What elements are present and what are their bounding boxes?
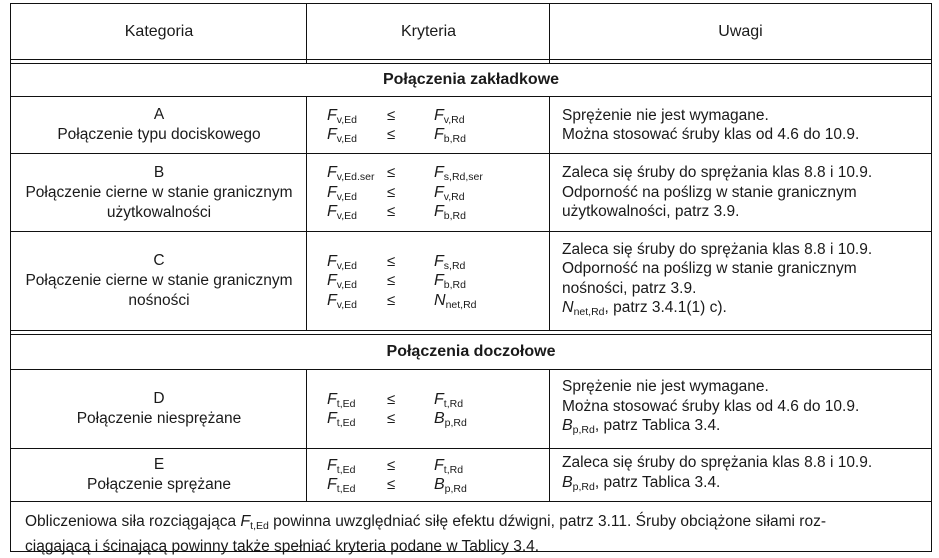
criterion-lhs-sub: v,Ed	[336, 298, 358, 311]
criterion	[327, 163, 550, 183]
footer-symbol: F	[240, 513, 251, 530]
criterion-rhs-sub: b,Rd	[443, 133, 466, 145]
category-name: Połączenie cierne w stanie granicznym	[25, 272, 293, 289]
column-divider	[549, 96, 550, 330]
footer-symbol-sub: t,Ed	[250, 520, 269, 532]
note-line: Zaleca się śruby do sprężania klas 8.8 i 10.9.	[562, 240, 873, 258]
criterion-operator: ≤	[387, 126, 396, 143]
criterion	[327, 409, 550, 429]
criterion-rhs-sub: b,Rd	[443, 210, 466, 223]
criterion	[327, 202, 550, 222]
note-line-symbol	[562, 298, 931, 323]
notes-cell	[550, 370, 931, 448]
category-name: Połączenie sprężane	[87, 476, 231, 493]
criterion-lhs-sub: t,Ed	[336, 417, 356, 429]
criterion	[327, 106, 550, 126]
criterion	[327, 271, 550, 291]
criterion-rhs: N	[434, 291, 446, 309]
criterion-lhs: F	[327, 126, 337, 143]
criterion-lhs: F	[327, 164, 337, 182]
note-line: Można stosować śruby klas od 4.6 do 10.9.	[562, 126, 860, 143]
criterion-rhs: F	[434, 164, 444, 182]
criterion-lhs: F	[327, 456, 337, 474]
criterion-rhs: F	[434, 183, 444, 201]
note-symbol-text: , patrz Tablica 3.4.	[594, 473, 721, 491]
header-row	[11, 4, 931, 60]
criterion	[327, 252, 550, 272]
category-letter: E	[153, 456, 165, 473]
criterion-rhs-sub: t,Rd	[443, 397, 464, 410]
criterion	[327, 183, 550, 203]
category-letter: C	[153, 252, 165, 269]
criterion-lhs: F	[327, 272, 337, 290]
column-divider	[549, 369, 550, 501]
section-title-zakladkowe: Połączenia zakładkowe	[382, 70, 560, 88]
note-symbol-sub: net,Rd	[573, 306, 605, 318]
criterion-operator: ≤	[387, 106, 396, 124]
criterion-operator: ≤	[387, 252, 396, 270]
criterion-operator: ≤	[387, 291, 396, 309]
note-symbol-sub: p,Rd	[572, 424, 595, 437]
criterion	[327, 390, 550, 410]
notes-cell	[550, 232, 931, 330]
note-symbol: N	[562, 299, 574, 316]
category-cell	[11, 370, 307, 448]
footer-text: powinna uwzględniać siłę efektu dźwigni, patrz 3.11. Śruby obciążone siłami roz-	[268, 513, 826, 530]
criterion-operator: ≤	[387, 203, 396, 221]
criteria-cell	[307, 97, 550, 153]
table-row	[11, 232, 931, 330]
category-name: użytkowalności	[106, 203, 212, 221]
note-line: Można stosować śruby klas od 4.6 do 10.9.	[562, 397, 860, 415]
category-name: Połączenie cierne w stanie granicznym	[25, 183, 293, 201]
category-cell	[11, 449, 307, 501]
note-line: Zaleca się śruby do sprężania klas 8.8 i 10.9.	[562, 164, 873, 182]
criterion-rhs-sub: p,Rd	[444, 417, 467, 429]
note-line: Odporność na poślizg w stanie granicznym	[562, 260, 857, 277]
notes-cell	[550, 154, 931, 231]
criterion-lhs: F	[327, 183, 337, 201]
column-divider	[306, 369, 307, 501]
criterion-lhs: F	[327, 410, 337, 427]
criterion-rhs: F	[434, 106, 444, 124]
footer-note	[11, 502, 931, 555]
criterion-lhs: F	[327, 106, 337, 124]
criterion-lhs: F	[327, 203, 337, 221]
criterion-rhs: B	[434, 410, 445, 427]
criterion-rhs: F	[434, 252, 444, 270]
criterion-rhs: F	[434, 203, 444, 221]
notes-cell	[550, 97, 931, 153]
criterion	[327, 291, 550, 311]
criteria-cell	[307, 154, 550, 231]
note-line-symbol	[562, 473, 931, 498]
criterion-lhs: F	[327, 252, 337, 270]
footer-text: Obliczeniowa siła rozciągająca	[25, 513, 241, 530]
criterion	[327, 475, 550, 495]
notes-cell	[550, 449, 931, 501]
criterion-rhs-sub: b,Rd	[443, 279, 466, 292]
note-symbol-text: , patrz 3.4.1(1) c).	[604, 299, 727, 316]
criterion-rhs: F	[434, 390, 444, 408]
section-row	[11, 334, 931, 369]
header-kryteria: Kryteria	[400, 23, 457, 40]
criterion-operator: ≤	[387, 410, 396, 427]
header-kategoria: Kategoria	[124, 23, 194, 40]
criterion	[327, 456, 550, 476]
criterion-lhs-sub: t,Ed	[336, 483, 356, 495]
criteria-cell	[307, 370, 550, 448]
criteria-table	[10, 3, 932, 555]
header-uwagi: Uwagi	[718, 23, 763, 40]
table-row	[11, 370, 931, 448]
note-line: użytkowalności, patrz 3.9.	[562, 203, 740, 221]
table-row	[11, 154, 931, 231]
category-cell	[11, 232, 307, 330]
table-row	[11, 449, 931, 501]
category-cell	[11, 97, 307, 153]
footer-line: ciągającą i ścinającą powinny także spełniać kryteria podane w Tablicy 3.4.	[25, 537, 540, 555]
criterion-lhs-sub: v,Ed	[336, 190, 358, 203]
criterion-operator: ≤	[387, 164, 396, 182]
criteria-cell	[307, 449, 550, 501]
criterion-rhs: F	[434, 456, 444, 474]
column-divider	[306, 96, 307, 330]
criterion-rhs: B	[434, 476, 445, 493]
criterion-rhs-sub: s,Rd,ser	[443, 171, 483, 184]
category-letter: B	[153, 163, 165, 181]
criterion-rhs-sub: p,Rd	[444, 483, 467, 495]
section-row	[11, 63, 931, 96]
criterion-operator: ≤	[387, 183, 396, 201]
note-line-symbol	[562, 416, 931, 441]
column-divider	[549, 4, 550, 63]
criterion-rhs-sub: t,Rd	[443, 463, 464, 476]
criterion-lhs-sub: v,Ed	[336, 259, 358, 272]
criterion-operator: ≤	[387, 272, 396, 290]
criterion-lhs: F	[327, 476, 337, 493]
criterion-rhs: F	[434, 126, 444, 143]
criterion-rhs: F	[434, 272, 444, 290]
note-line: nośności, patrz 3.9.	[562, 279, 697, 297]
category-name: nośności	[128, 292, 190, 309]
criterion-lhs-sub: t,Ed	[336, 463, 356, 476]
footer-line	[25, 512, 921, 537]
table-row	[11, 97, 931, 153]
note-symbol: B	[562, 473, 573, 491]
criterion-lhs-sub: v,Ed	[336, 133, 358, 145]
note-symbol-text: , patrz Tablica 3.4.	[594, 417, 721, 435]
criterion-operator: ≤	[387, 456, 396, 474]
criterion-operator: ≤	[387, 390, 396, 408]
column-divider	[306, 4, 307, 63]
note-line: Sprężenie nie jest wymagane.	[562, 106, 769, 124]
note-line: Sprężenie nie jest wymagane.	[562, 378, 769, 396]
criterion-rhs-sub: s,Rd	[443, 259, 466, 272]
section-title-doczolowe: Połączenia doczołowe	[386, 342, 556, 360]
criterion-lhs-sub: v,Ed	[336, 113, 358, 126]
criterion-lhs-sub: v,Ed.ser	[336, 171, 375, 184]
category-name: Połączenie typu dociskowego	[57, 126, 261, 143]
note-symbol-sub: p,Rd	[572, 480, 595, 493]
criterion	[327, 125, 550, 145]
criterion-lhs: F	[327, 291, 337, 309]
criterion-lhs-sub: v,Ed	[336, 210, 358, 223]
criteria-cell	[307, 232, 550, 330]
category-letter: A	[153, 106, 165, 123]
category-name: Połączenie niesprężane	[76, 410, 242, 427]
criterion-operator: ≤	[387, 476, 396, 493]
criterion-lhs-sub: v,Ed	[336, 279, 358, 292]
note-line: Odporność na poślizg w stanie granicznym	[562, 183, 857, 201]
criterion-lhs-sub: t,Ed	[336, 397, 356, 410]
category-cell	[11, 154, 307, 231]
note-line: Zaleca się śruby do sprężania klas 8.8 i 10.9.	[562, 454, 873, 471]
criterion-rhs-sub: v,Rd	[443, 113, 465, 126]
category-letter: D	[153, 390, 165, 407]
criterion-rhs-sub: net,Rd	[445, 298, 477, 311]
criterion-lhs: F	[327, 390, 337, 408]
criterion-rhs-sub: v,Rd	[443, 190, 465, 203]
note-symbol: B	[562, 417, 573, 435]
